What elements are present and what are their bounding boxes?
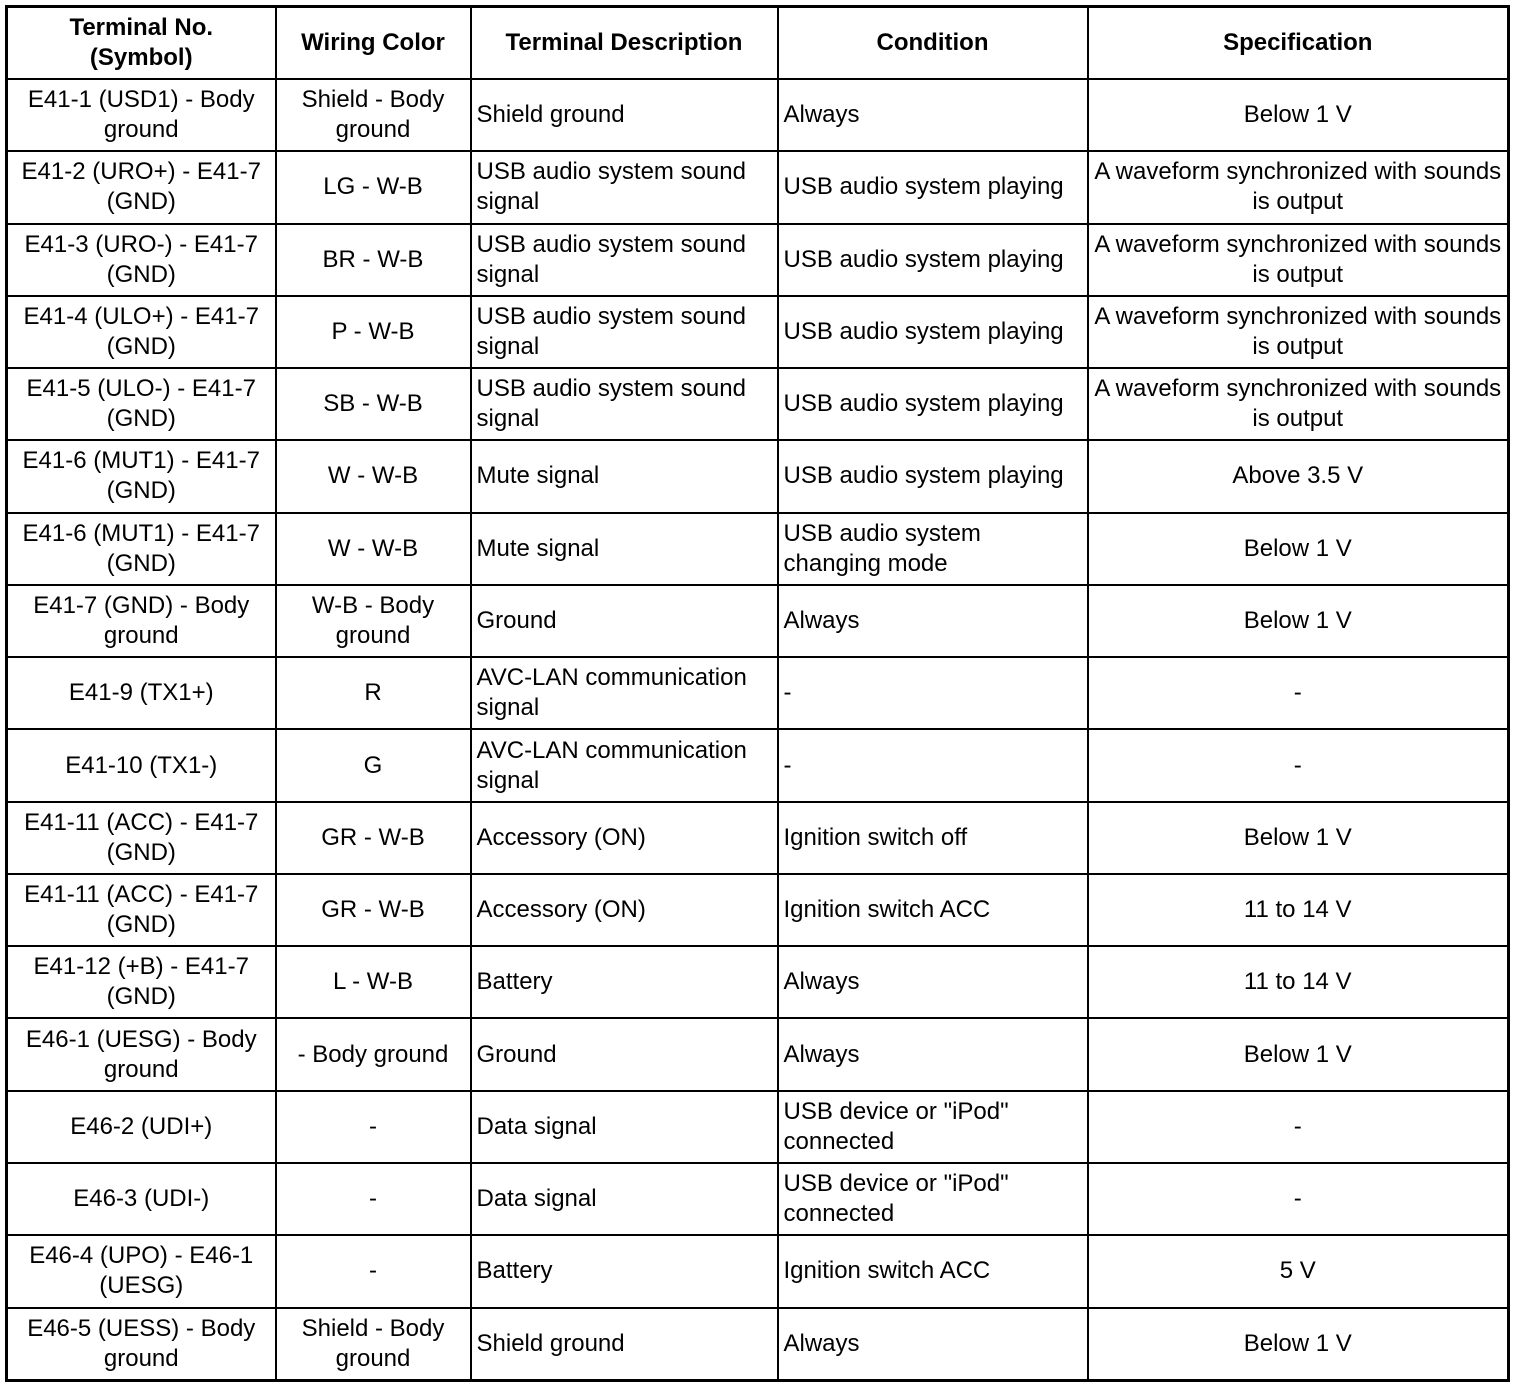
cell-wiring-color: - [276, 1091, 471, 1163]
cell-terminal-description: Mute signal [471, 440, 778, 512]
cell-condition: Ignition switch ACC [778, 1235, 1088, 1307]
cell-terminal: E41-5 (ULO-) - E41-7 (GND) [7, 368, 276, 440]
table-row [7, 802, 1509, 874]
cell-condition: Ignition switch ACC [778, 874, 1088, 946]
cell-condition: USB audio system changing mode [778, 513, 1088, 585]
cell-terminal-description: Data signal [471, 1163, 778, 1235]
cell-terminal-description: Ground [471, 1018, 778, 1090]
cell-wiring-color: - Body ground [276, 1018, 471, 1090]
cell-terminal-description: Data signal [471, 1091, 778, 1163]
table-row [7, 1018, 1509, 1090]
cell-terminal: E41-7 (GND) - Body ground [7, 585, 276, 657]
cell-wiring-color: SB - W-B [276, 368, 471, 440]
header-condition: Condition [778, 7, 1088, 80]
cell-terminal-description: USB audio system sound signal [471, 368, 778, 440]
cell-wiring-color: LG - W-B [276, 151, 471, 223]
table-row [7, 368, 1509, 440]
table-row [7, 1308, 1509, 1381]
cell-terminal: E41-11 (ACC) - E41-7 (GND) [7, 802, 276, 874]
cell-specification: A waveform synchronized with sounds is output [1088, 296, 1509, 368]
cell-specification: Below 1 V [1088, 1308, 1509, 1381]
header-terminal-description: Terminal Description [471, 7, 778, 80]
cell-specification: Above 3.5 V [1088, 440, 1509, 512]
table-row [7, 224, 1509, 296]
table-row [7, 1091, 1509, 1163]
cell-specification: - [1088, 1091, 1509, 1163]
cell-specification: 11 to 14 V [1088, 874, 1509, 946]
table-body [7, 79, 1509, 1381]
cell-specification: Below 1 V [1088, 513, 1509, 585]
cell-wiring-color: L - W-B [276, 946, 471, 1018]
table-row [7, 1163, 1509, 1235]
cell-terminal: E46-4 (UPO) - E46-1 (UESG) [7, 1235, 276, 1307]
cell-specification: Below 1 V [1088, 1018, 1509, 1090]
header-terminal: Terminal No. (Symbol) [7, 7, 276, 80]
table-row [7, 513, 1509, 585]
cell-condition: USB device or "iPod" connected [778, 1163, 1088, 1235]
table-row [7, 440, 1509, 512]
cell-wiring-color: W - W-B [276, 513, 471, 585]
cell-terminal-description: USB audio system sound signal [471, 151, 778, 223]
cell-terminal: E46-3 (UDI-) [7, 1163, 276, 1235]
cell-terminal: E41-3 (URO-) - E41-7 (GND) [7, 224, 276, 296]
cell-condition: USB device or "iPod" connected [778, 1091, 1088, 1163]
cell-condition: Always [778, 1018, 1088, 1090]
table-row [7, 657, 1509, 729]
cell-wiring-color: BR - W-B [276, 224, 471, 296]
cell-condition: USB audio system playing [778, 151, 1088, 223]
table-row [7, 1235, 1509, 1307]
cell-wiring-color: - [276, 1163, 471, 1235]
cell-terminal: E41-6 (MUT1) - E41-7 (GND) [7, 440, 276, 512]
cell-terminal-description: AVC-LAN communication signal [471, 657, 778, 729]
cell-terminal-description: Accessory (ON) [471, 802, 778, 874]
cell-specification: 5 V [1088, 1235, 1509, 1307]
cell-condition: USB audio system playing [778, 368, 1088, 440]
cell-wiring-color: GR - W-B [276, 802, 471, 874]
cell-terminal: E41-9 (TX1+) [7, 657, 276, 729]
cell-terminal-description: Battery [471, 946, 778, 1018]
cell-condition: Always [778, 585, 1088, 657]
cell-specification: Below 1 V [1088, 585, 1509, 657]
cell-condition: - [778, 729, 1088, 801]
cell-condition: Ignition switch off [778, 802, 1088, 874]
cell-wiring-color: GR - W-B [276, 874, 471, 946]
cell-terminal: E41-1 (USD1) - Body ground [7, 79, 276, 151]
cell-condition: USB audio system playing [778, 440, 1088, 512]
cell-specification: A waveform synchronized with sounds is output [1088, 368, 1509, 440]
terminal-spec-table [5, 5, 1510, 1382]
cell-terminal-description: Battery [471, 1235, 778, 1307]
cell-wiring-color: P - W-B [276, 296, 471, 368]
table-row [7, 151, 1509, 223]
cell-terminal-description: AVC-LAN communication signal [471, 729, 778, 801]
cell-specification: Below 1 V [1088, 79, 1509, 151]
cell-terminal: E41-11 (ACC) - E41-7 (GND) [7, 874, 276, 946]
cell-wiring-color: W-B - Body ground [276, 585, 471, 657]
table-row [7, 79, 1509, 151]
table-row [7, 946, 1509, 1018]
cell-terminal: E46-2 (UDI+) [7, 1091, 276, 1163]
table-row [7, 874, 1509, 946]
cell-terminal: E41-2 (URO+) - E41-7 (GND) [7, 151, 276, 223]
cell-condition: USB audio system playing [778, 296, 1088, 368]
cell-wiring-color: R [276, 657, 471, 729]
cell-specification: Below 1 V [1088, 802, 1509, 874]
cell-terminal: E41-12 (+B) - E41-7 (GND) [7, 946, 276, 1018]
cell-terminal-description: Ground [471, 585, 778, 657]
cell-wiring-color: G [276, 729, 471, 801]
cell-wiring-color: W - W-B [276, 440, 471, 512]
cell-condition: USB audio system playing [778, 224, 1088, 296]
cell-terminal: E41-10 (TX1-) [7, 729, 276, 801]
cell-specification: A waveform synchronized with sounds is output [1088, 224, 1509, 296]
header-specification: Specification [1088, 7, 1509, 80]
cell-specification: 11 to 14 V [1088, 946, 1509, 1018]
cell-terminal: E46-1 (UESG) - Body ground [7, 1018, 276, 1090]
cell-condition: Always [778, 946, 1088, 1018]
cell-terminal: E46-5 (UESS) - Body ground [7, 1308, 276, 1381]
cell-terminal: E41-4 (ULO+) - E41-7 (GND) [7, 296, 276, 368]
cell-wiring-color: - [276, 1235, 471, 1307]
table-row [7, 585, 1509, 657]
cell-terminal-description: Shield ground [471, 1308, 778, 1381]
cell-wiring-color: Shield - Body ground [276, 1308, 471, 1381]
cell-wiring-color: Shield - Body ground [276, 79, 471, 151]
header-wiring-color: Wiring Color [276, 7, 471, 80]
cell-terminal-description: USB audio system sound signal [471, 296, 778, 368]
cell-condition: - [778, 657, 1088, 729]
cell-specification: - [1088, 657, 1509, 729]
cell-terminal-description: USB audio system sound signal [471, 224, 778, 296]
cell-condition: Always [778, 1308, 1088, 1381]
cell-specification: - [1088, 1163, 1509, 1235]
cell-terminal-description: Mute signal [471, 513, 778, 585]
cell-terminal-description: Shield ground [471, 79, 778, 151]
cell-condition: Always [778, 79, 1088, 151]
cell-terminal: E41-6 (MUT1) - E41-7 (GND) [7, 513, 276, 585]
cell-specification: - [1088, 729, 1509, 801]
cell-specification: A waveform synchronized with sounds is output [1088, 151, 1509, 223]
cell-terminal-description: Accessory (ON) [471, 874, 778, 946]
header-row [7, 7, 1509, 80]
table-row [7, 296, 1509, 368]
table-row [7, 729, 1509, 801]
